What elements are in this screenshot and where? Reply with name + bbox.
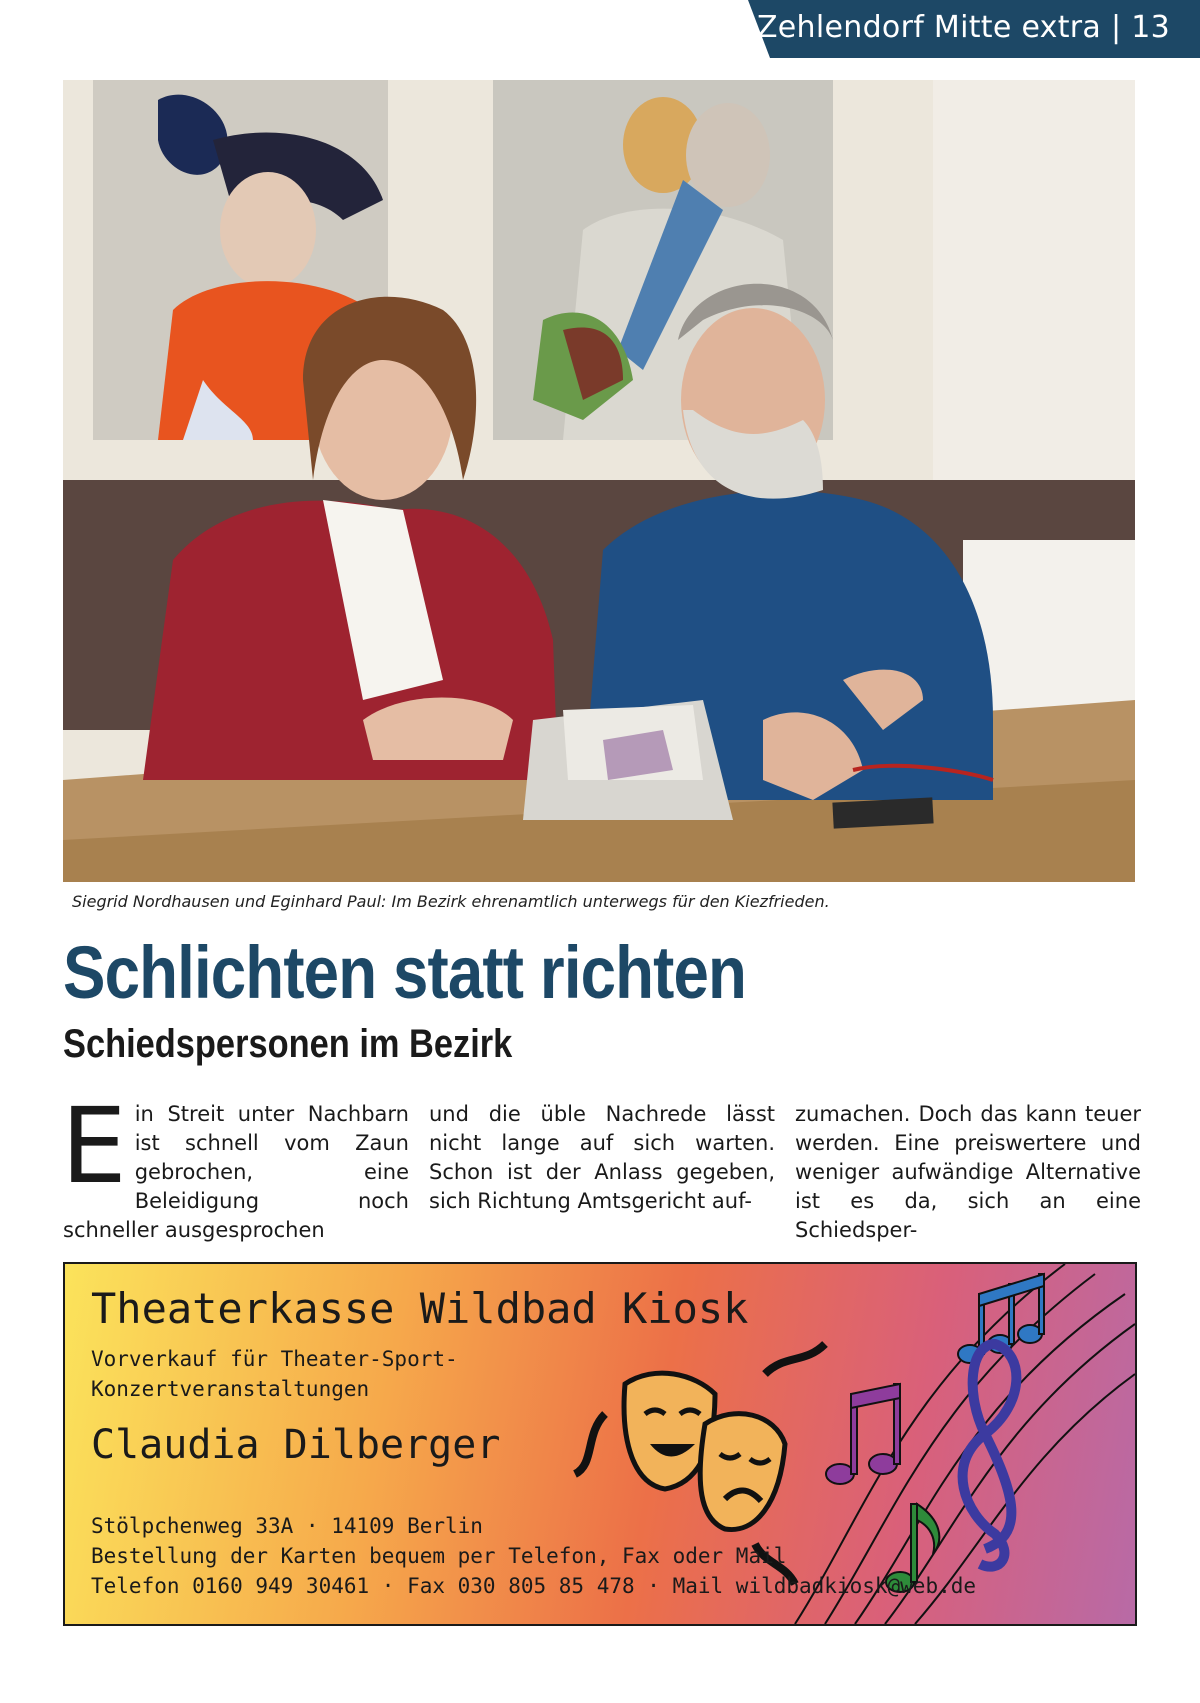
ad-contact-details — [91, 1511, 1011, 1601]
article-photo — [63, 80, 1135, 882]
subheadline: Schiedspersonen im Bezirk — [63, 1022, 513, 1066]
photo-caption: Siegrid Nordhausen und Eginhard Paul: Im Bezirk ehrenamtlich unterwegs für den Kiezfrieden. — [72, 892, 830, 911]
page-number: 13 — [1131, 10, 1170, 45]
section-name: Zehlendorf Mitte extra — [756, 10, 1102, 45]
ad-contact-line: Telefon 0160 949 30461 · Fax 030 805 85 478 · Mail wildbadkiosk@web.de — [91, 1574, 977, 1598]
article-column-2: und die üble Nachrede lässt nicht lange auf sich warten. Schon ist der Anlass gegeben, sich Richtung Amtsgericht auf- — [429, 1102, 775, 1213]
ad-contact-name: Claudia Dilberger — [91, 1422, 501, 1468]
purple-notes-icon — [826, 1384, 900, 1484]
ad-order-info: Bestellung der Karten bequem per Telefon, Fax oder Mail — [91, 1544, 787, 1568]
ad-subtitle: Vorverkauf für Theater-Sport-Konzertveranstaltungen — [91, 1347, 458, 1401]
ad-title: Theaterkasse Wildbad Kiosk — [91, 1284, 749, 1333]
ad-address: Stölpchenweg 33A · 14109 Berlin — [91, 1514, 483, 1538]
article-body — [61, 1085, 1141, 1242]
column-1-text: in Streit unter Nachbarn ist schnell vom Zaun gebrochen, eine Beleidigung noch schneller ausgesprochen — [63, 1102, 409, 1242]
separator: | — [1110, 10, 1132, 45]
advertisement — [63, 1262, 1137, 1626]
article-column-1 — [61, 1085, 409, 1245]
drop-cap: E — [61, 1085, 127, 1207]
section-header — [757, 10, 1170, 45]
headline: Schlichten statt richten — [63, 931, 747, 1014]
article-column-3: zumachen. Doch das kann teuer werden. Eine preiswertere und weniger aufwändige Alternative ist es da, sich an eine Schiedsper- — [795, 1102, 1141, 1242]
